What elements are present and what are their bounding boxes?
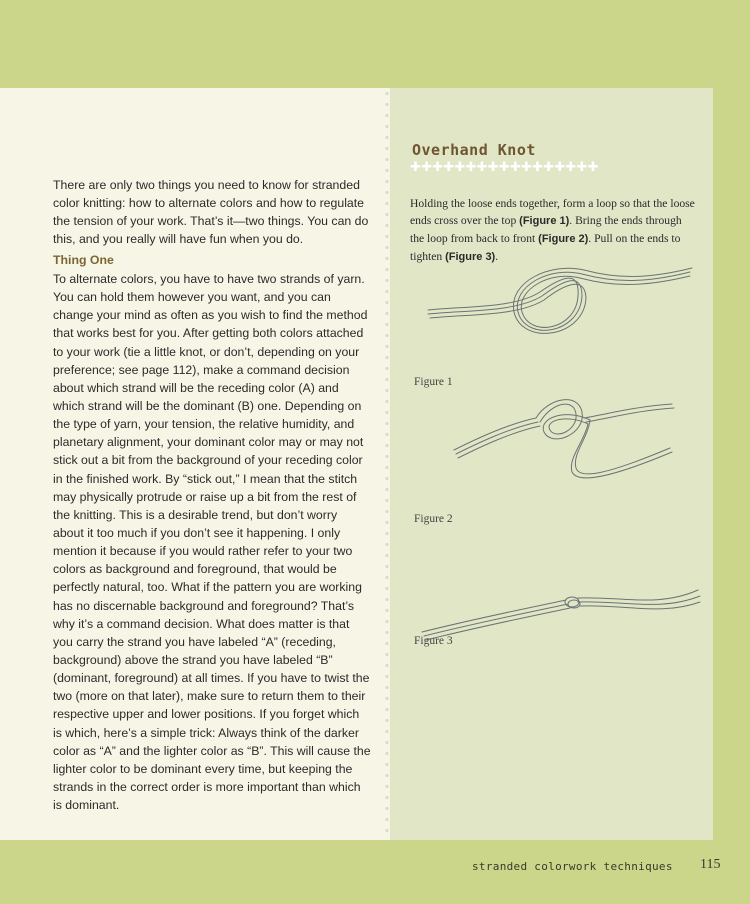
figure-3-tight-knot-illustration [418, 578, 703, 648]
instr-text-2: . Bring the ends through the loop from back to front [410, 214, 682, 245]
figure-1-loop-illustration [420, 240, 695, 350]
perforated-edge [383, 88, 391, 840]
figure-1-ref: (Figure 1) [519, 215, 570, 227]
thing-one-heading: Thing One [53, 253, 114, 267]
figure-2-knot-illustration [448, 378, 678, 488]
page-number: 115 [700, 857, 721, 872]
instr-text-1: Holding the loose ends together, form a loop so that the loose ends cross over the top [410, 197, 695, 227]
figure-1-label: Figure 1 [414, 376, 453, 388]
running-footer: stranded colorwork techniques [472, 860, 673, 873]
figure-3-ref: (Figure 3) [445, 251, 496, 263]
instr-text-4: . [495, 250, 499, 263]
instr-text-3: . Pull on the ends to tighten [410, 232, 681, 263]
intro-paragraph: There are only two things you need to know for stranded color knitting: how to alternate colors and how to regulate the tension of your work. That’s it—two things. You can do this, and you really will have fun when you do. [53, 178, 369, 247]
overhand-knot-title: Overhand Knot [412, 141, 536, 159]
figure-3-label: Figure 3 [414, 635, 453, 647]
figure-2-label: Figure 2 [414, 513, 453, 525]
thing-one-body: To alternate colors, you have to have two strands of yarn. You can hold them however you want, and you can change your mind as often as you wish to find the method that works best for you. After getting both colors attached to your work (tie a little knot, or don’t, depending on your preference; see page 112), make a command decision about which strand will be the receding color (A) and which strand will be the dominant (B) one. Depending on the type of yarn, your tension, the relative humidity, and planetary alignment, your dominant color may or may not stick out a bit from the background of your receding color in the finished work. By “stick out,” I mean that the stitch may physically protrude or raise up a bit from the rest of the knitting. This is a desirable trend, but don’t worry about it too much if you don’t see it happening. I only mention it because if you would rather refer to your two colors as background and foreground, that would be perfectly natural, too. What if the pattern you are working has no discernable background and foreground? That’s why it’s a command decision. What does matter is that you carry the strand you have labeled “A” (receding, background) above the strand you have labeled “B” (dominant, foreground) at all times. If you have to twist the two (more on that later), make sure to return them to their respective upper and lower positions. If you forget which is which, here’s a simple trick: Always think of the darker color as “A” and the lighter color as “B”. This will cause the lighter color to be dominant every time, but keeping the strands in the correct order is more important than which is dominant. [53, 272, 371, 813]
cross-ornament-row: ✚✚✚✚✚✚✚✚✚✚✚✚✚✚✚✚✚ [410, 159, 599, 174]
book-page [0, 88, 713, 840]
figure-2-ref: (Figure 2) [538, 233, 589, 245]
